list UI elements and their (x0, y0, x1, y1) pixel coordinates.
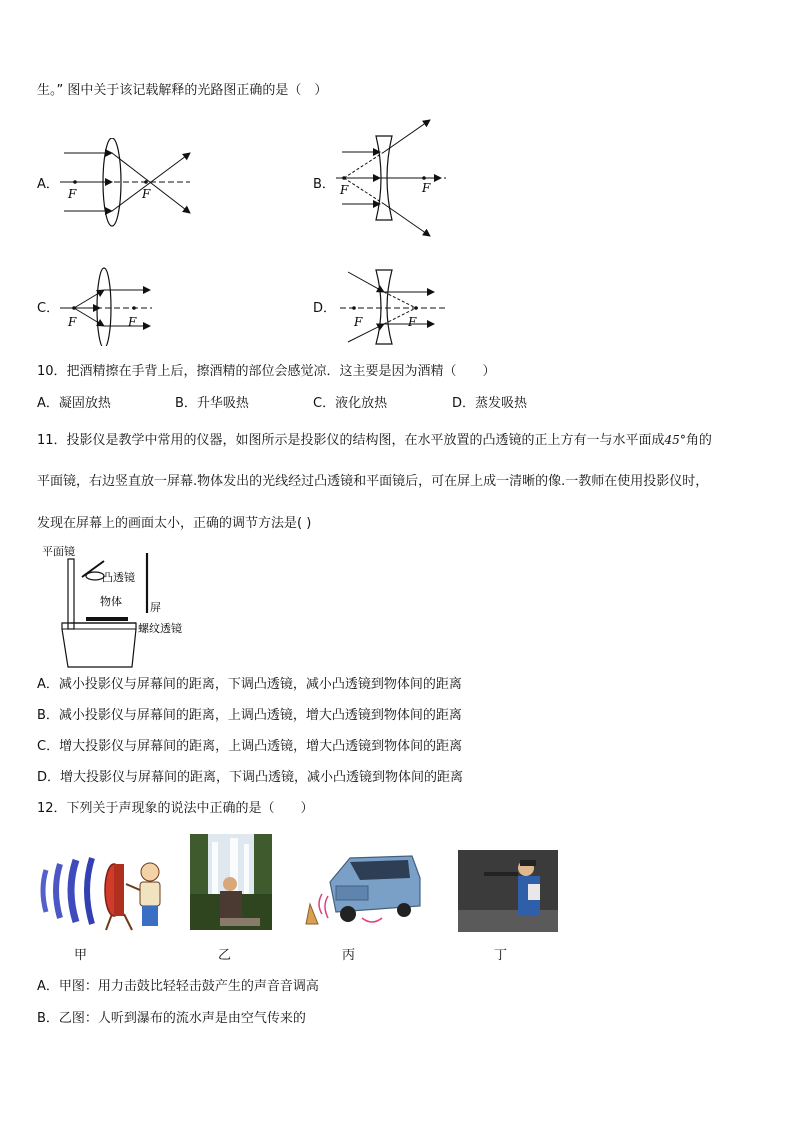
water-streak (212, 842, 218, 902)
car-illustration (300, 852, 422, 932)
water-streak (244, 844, 249, 902)
virtual-ray-bottom (344, 178, 384, 204)
traffic-cone (306, 904, 318, 924)
convex-lens (97, 268, 111, 346)
sound-wave-4 (87, 858, 92, 924)
focus-point-left (352, 306, 356, 310)
focus-point-right (422, 176, 426, 180)
virtual-ray-top (344, 152, 384, 178)
q9-option-c-diagram (60, 264, 156, 346)
q9-option-c-label: C． (37, 301, 60, 316)
focus-label-right: F (142, 187, 151, 201)
person-body (140, 882, 160, 906)
q12-stem: 12．下列关于声现象的说法中正确的是（ ） (37, 801, 314, 816)
label-screen: 屏 (150, 601, 161, 614)
focus-label-right: F (422, 181, 431, 195)
q10-option-d: D．蒸发吸热 (452, 396, 528, 411)
q11-stem-line1 (37, 431, 712, 450)
q9-option-d-diagram (340, 264, 446, 346)
drum-stand-right (124, 914, 132, 930)
shooter-photo (458, 850, 558, 932)
ear-protection (520, 860, 536, 866)
focus-label-left: F (68, 315, 77, 329)
focus-label-left: F (354, 315, 363, 329)
car-rear (336, 886, 368, 900)
q11-stem-line1-end: 角的 (685, 433, 712, 448)
sound-wave-2 (56, 864, 60, 918)
q11-stem-line1-text: 11．投影仪是教学中常用的仪器，如图所示是投影仪的结构图，在水平放置的凸透镜的正上方有一与水平面成 (37, 433, 665, 448)
waterfall-photo (190, 834, 272, 930)
drumstick (126, 884, 140, 890)
q10-option-c: C．液化放热 (313, 396, 388, 411)
q9-stem: 生。” 图中关于该记载解释的光路图正确的是（ ） (37, 83, 328, 98)
ray-bottom-in (74, 308, 104, 326)
q10-stem: 10．把酒精擦在手背上后，擦酒精的部位会感觉凉．这主要是因为酒精（ ） (37, 364, 496, 379)
label-fresnel-lens: 螺纹透镜 (138, 622, 182, 635)
plane-mirror (82, 561, 104, 577)
person-head (223, 877, 237, 891)
sound-wave-1 (43, 870, 46, 912)
caption-jia: 甲 (74, 948, 88, 963)
focus-point-left (73, 180, 77, 184)
object-plate (86, 617, 128, 621)
rock (220, 918, 260, 926)
virtual-ray-top (384, 292, 416, 308)
q9-option-a-diagram (60, 138, 200, 230)
focus-point-right (132, 306, 136, 310)
focus-label-right: F (128, 315, 137, 329)
sound-wave-3 (71, 860, 76, 922)
q10-option-b: B．升华吸热 (175, 396, 249, 411)
caption-bing: 丙 (342, 948, 356, 963)
person-head (141, 863, 159, 881)
focus-label-left: F (68, 187, 77, 201)
sensor-wave (362, 918, 382, 922)
q11-option-b: B．减小投影仪与屏幕间的距离，上调凸透镜，增大凸透镜到物体间的距离 (37, 708, 462, 723)
focus-point-right (144, 180, 148, 184)
concave-lens (376, 270, 392, 344)
caption-yi: 乙 (218, 948, 232, 963)
focus-point-right (414, 306, 418, 310)
drum-illustration (40, 850, 170, 932)
sensor-wave (325, 896, 328, 918)
drum-stand-left (106, 914, 112, 930)
q9-option-b-diagram (336, 118, 446, 240)
q10-option-a: A．凝固放热 (37, 396, 111, 411)
person-jacket (220, 891, 242, 919)
wheel-front (397, 903, 411, 917)
mirror-post (68, 559, 74, 629)
q9-option-d-label: D． (313, 301, 337, 316)
number-bib (528, 884, 540, 900)
projector-diagram (40, 543, 190, 668)
focus-point-left (342, 176, 346, 180)
floor (458, 910, 558, 932)
wheel-rear (340, 906, 356, 922)
q9-option-a-label: A． (37, 177, 59, 192)
q11-stem-line2: 平面镜，右边竖直放一屏幕.物体发出的光线经过凸透镜和平面镜后，可在屏上成一清晰的像.一教师在使用投影仪时， (37, 474, 709, 489)
q11-angle: 45° (664, 433, 686, 447)
label-convex-lens: 凸透镜 (102, 571, 135, 584)
focus-label-left: F (340, 183, 349, 197)
person-legs (142, 906, 158, 926)
q9-option-b-label: B． (313, 177, 335, 192)
focus-point-left (72, 306, 76, 310)
label-object: 物体 (100, 595, 122, 608)
q12-option-a: A．甲图：用力击鼓比轻轻击鼓产生的声音音调高 (37, 979, 319, 994)
ray-top-in (74, 290, 104, 308)
pistol-arm (484, 872, 518, 876)
q11-stem-line3: 发现在屏幕上的画面太小，正确的调节方法是( ) (37, 516, 312, 531)
label-plane-mirror: 平面镜 (42, 545, 75, 558)
focus-label-right: F (408, 315, 417, 329)
q11-option-d: D．增大投影仪与屏幕间的距离，下调凸透镜，减小凸透镜到物体间的距离 (37, 770, 464, 785)
drum-body (114, 864, 124, 916)
q11-option-c: C．增大投影仪与屏幕间的距离，上调凸透镜，增大凸透镜到物体间的距离 (37, 739, 463, 754)
sensor-wave (319, 894, 322, 914)
q11-option-a: A．减小投影仪与屏幕间的距离，下调凸透镜，减小凸透镜到物体间的距离 (37, 677, 462, 692)
car-window (350, 860, 410, 880)
q12-option-b: B．乙图：人听到瀑布的流水声是由空气传来的 (37, 1011, 306, 1026)
caption-ding: 丁 (494, 948, 508, 963)
